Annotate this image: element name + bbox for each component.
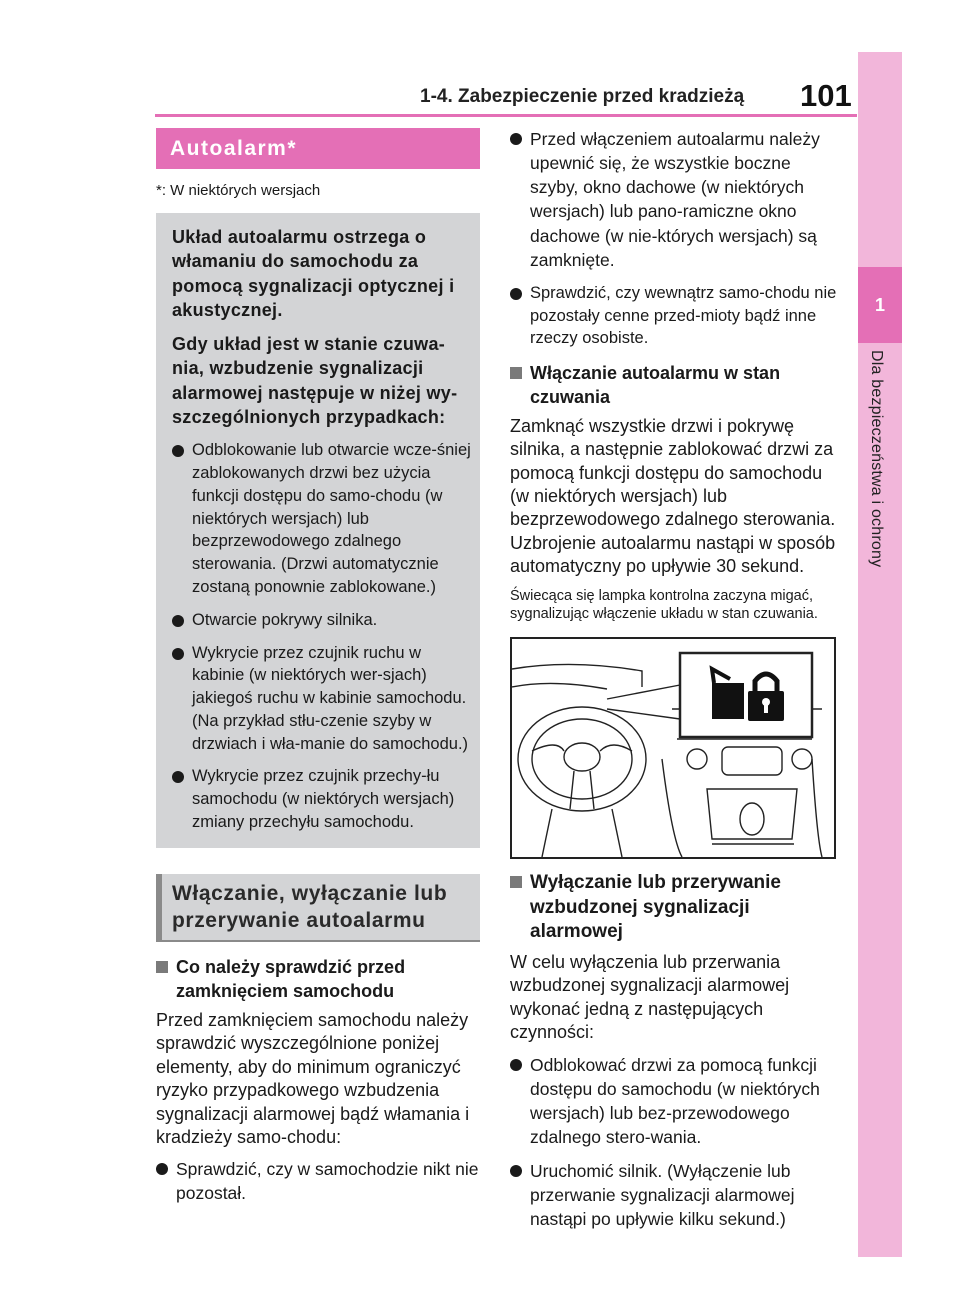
list-item [172, 439, 472, 598]
list-item [510, 282, 840, 350]
list-item-text: Wykrycie przez czujnik przechy-łu samochodu (w niektórych wersjach) zmiany przechyłu samochodu. [192, 767, 455, 831]
bullet-icon [510, 288, 522, 300]
autoalarm-trigger-intro: Gdy układ jest w stanie czuwa-nia, wzbudzenie sygnalizacji alarmowej następuje w niżej wy-szczególnionych przypadkach: [172, 334, 458, 428]
dashboard-illustration [512, 639, 834, 857]
disarm-subheading [510, 871, 840, 945]
header-rule [155, 114, 857, 117]
check-list-continued [510, 127, 840, 350]
list-item [172, 765, 472, 833]
page-number: 101 [800, 78, 852, 113]
disarm-paragraph: W celu wyłączenia lub przerwania wzbudzonej sygnalizacji alarmowej wykonać jedną z następujących czynności: [510, 951, 790, 1043]
check-list [156, 1157, 480, 1205]
enable-section-heading: Włączanie, wyłączanie lub przerywanie autoalarmu [156, 874, 480, 943]
list-item [172, 609, 472, 632]
bullet-icon [172, 771, 184, 783]
autoalarm-heading: Autoalarm* [156, 128, 480, 169]
autoalarm-info-box [156, 213, 480, 848]
square-bullet-icon [510, 876, 522, 888]
dashboard-figure [510, 637, 836, 859]
trigger-list [172, 439, 472, 833]
subheading-text: Włączanie autoalarmu w stan czuwania [530, 363, 781, 407]
list-item-text: Sprawdzić, czy wewnątrz samo-chodu nie pozostały cenne przed-mioty bądź inne rzeczy osobiste. [530, 283, 837, 348]
section-title: 1-4. Zabezpieczenie przed kradzieżą [420, 86, 745, 107]
list-item-text: Przed włączeniem autoalarmu należy upewnić się, że wszystkie boczne szyby, okno dachowe (w niektórych wersjach) lub pano-ramiczne okno dachowe (w nie-których wersjach) są zamknięte. [530, 129, 820, 270]
list-item [156, 1157, 480, 1205]
autoalarm-intro: Układ autoalarmu ostrzega o włamaniu do samochodu za pomocą sygnalizacji optycznej i akustycznej. [172, 227, 455, 320]
subheading-text: Co należy sprawdzić przed zamknięciem samochodu [176, 957, 406, 1001]
chapter-label: Dla bezpieczeństwa i ochrony [868, 350, 885, 568]
list-item [172, 642, 472, 756]
bullet-icon [172, 615, 184, 627]
list-item [510, 127, 840, 272]
chapter-number: 1 [858, 267, 902, 343]
arm-paragraph: Zamknąć wszystkie drzwi i pokrywę silnika, a następnie zablokować drzwi za pomocą funkcji dostępu do samochodu (w niektórych wersjach) lub bezprzewodowego zdalnego sterowania. Uzbrojenie autoalarmu nastąpi w sposób automatyczny po upływie 30 sekund. [510, 415, 836, 577]
subheading-text: Wyłączanie lub przerywanie wzbudzonej sygnalizacji alarmowej [530, 871, 781, 943]
list-item-text: Otwarcie pokrywy silnika. [192, 610, 378, 629]
list-item-text: Wykrycie przez czujnik ruchu w kabinie (w niektórych wer-sjach) jakiegoś ruchu w kabinie samochodu. (Na przykład stłu-czenie szyby w drzwiach i wła-manie do samochodu.) [192, 643, 469, 753]
right-column [510, 127, 840, 1242]
square-bullet-icon [510, 367, 522, 379]
arm-note: Świecąca się lampka kontrolna zaczyna migać, sygnalizując włączenie układu w stan czuwania. [510, 587, 818, 622]
list-item-text: Sprawdzić, czy w samochodzie nikt nie pozostał. [176, 1159, 479, 1204]
list-item-text: Odblokować drzwi za pomocą funkcji dostępu do samochodu (w niektórych wersjach) lub bez-przewodowego zdalnego stero-wania. [530, 1054, 820, 1147]
bullet-icon [510, 1165, 522, 1177]
bullet-icon [156, 1163, 168, 1175]
list-item [510, 1159, 840, 1231]
autoalarm-footnote: *: W niektórych wersjach [156, 182, 321, 199]
list-item-text: Uruchomić silnik. (Wyłączenie lub przerwanie sygnalizacji alarmowej nastąpi po upływie kilku sekund.) [530, 1161, 795, 1230]
bullet-icon [510, 133, 522, 145]
disarm-list [510, 1053, 840, 1232]
bullet-icon [172, 648, 184, 660]
arm-subheading [510, 362, 840, 409]
chapter-side-tab [858, 52, 902, 1257]
list-item [510, 1053, 840, 1150]
bullet-icon [172, 445, 184, 457]
list-item-text: Odblokowanie lub otwarcie wcze-śniej zablokowanych drzwi bez użycia funkcji dostępu do samo-chodu (w niektórych wersjach) lub bezprzewodowego zdalnego sterowania. (Drzwi automatycznie zostaną ponownie zablokowane.) [192, 441, 471, 596]
left-column [156, 128, 480, 1216]
check-paragraph: Przed zamknięciem samochodu należy sprawdzić wyszczególnione poniżej elementy, aby do minimum ograniczyć ryzyko przypadkowego wzbudzenia sygnalizacji alarmowej bądź włamania i kradzieży samo-chodu: [156, 1010, 470, 1147]
square-bullet-icon [156, 961, 168, 973]
check-subheading [156, 956, 480, 1003]
bullet-icon [510, 1059, 522, 1071]
